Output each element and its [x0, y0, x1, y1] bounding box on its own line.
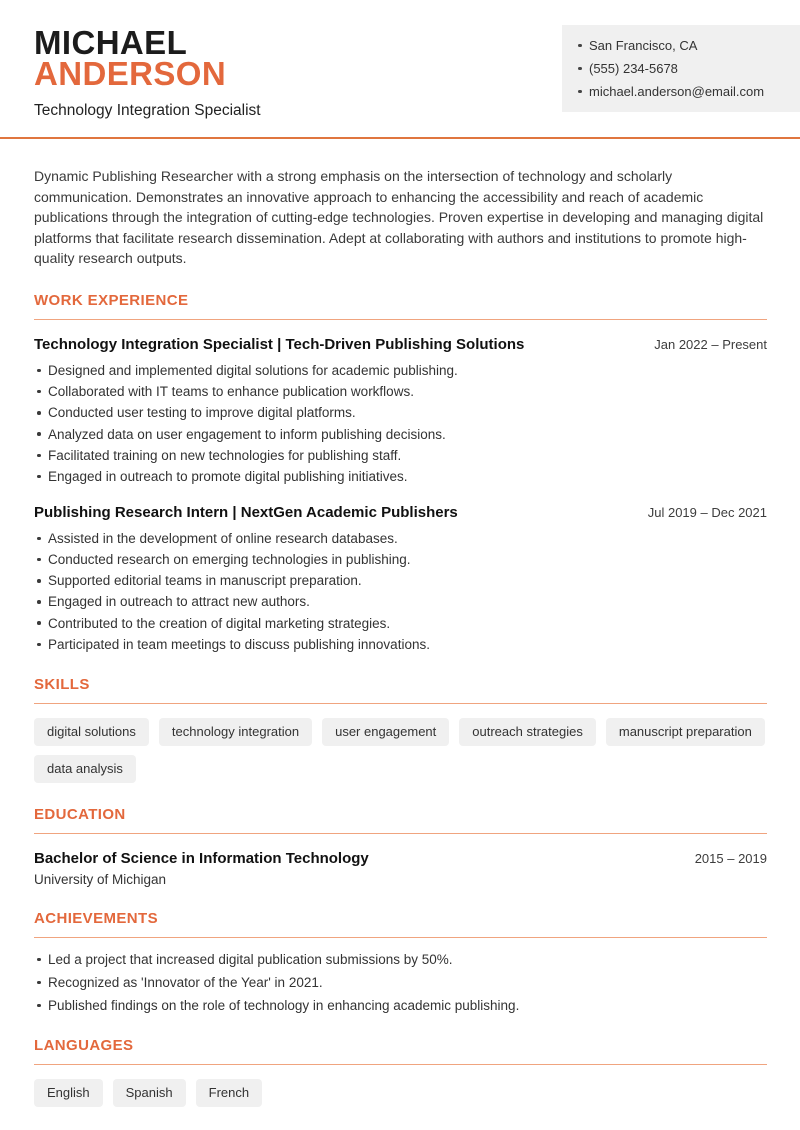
- header-divider: [0, 137, 800, 139]
- section-divider: [34, 703, 767, 704]
- last-name: ANDERSON: [34, 55, 227, 92]
- languages-chip-list: [34, 1079, 767, 1107]
- summary-text: Dynamic Publishing Researcher with a strong emphasis on the intersection of technology and scholarly communication. Demonstrates an innovative approach to enhancing the accessibility and reach of academic publications through the integration of cutting-edge technologies. Proven expertise in developing and managing digital platforms that facilitate research dissemination. Adept at collaborating with authors and institutions to promote high-quality research outputs.: [34, 168, 764, 267]
- skill-chip: data analysis: [34, 755, 136, 783]
- achievement-bullet: Led a project that increased digital publication submissions by 50%.: [34, 951, 767, 968]
- languages-heading: LANGUAGES: [34, 1036, 134, 1054]
- contact-item: San Francisco, CA: [578, 38, 786, 53]
- job-title: Technology Integration Specialist | Tech-Driven Publishing Solutions: [34, 335, 525, 353]
- skill-chip: outreach strategies: [459, 718, 596, 746]
- language-chip: Spanish: [113, 1079, 186, 1107]
- resume-body: [0, 166, 800, 1107]
- job-entry: [34, 504, 767, 653]
- job-bullet: Contributed to the creation of digital marketing strategies.: [34, 615, 767, 632]
- job-bullet: Analyzed data on user engagement to inform publishing decisions.: [34, 426, 767, 443]
- education-entry: [34, 850, 767, 867]
- job-bullet: Engaged in outreach to promote digital publishing initiatives.: [34, 468, 767, 485]
- job-bullet: Supported editorial teams in manuscript preparation.: [34, 572, 767, 589]
- language-chip: French: [196, 1079, 262, 1107]
- resume-header: [0, 0, 800, 137]
- job-bullet-list: [34, 530, 767, 653]
- skill-chip: manuscript preparation: [606, 718, 765, 746]
- job-bullet: Conducted research on emerging technologies in publishing.: [34, 551, 767, 568]
- first-name: MICHAEL: [34, 24, 188, 61]
- skill-chip: digital solutions: [34, 718, 149, 746]
- achievements-section: [34, 910, 767, 1014]
- achievements-bullet-list: [34, 951, 767, 1014]
- job-entry: [34, 336, 767, 485]
- achievement-bullet: Published findings on the role of technology in enhancing academic publishing.: [34, 997, 767, 1014]
- work-experience-heading: WORK EXPERIENCE: [34, 291, 189, 309]
- job-header: [34, 336, 767, 353]
- job-dates: Jul 2019 – Dec 2021: [647, 504, 767, 520]
- degree-name: Bachelor of Science in Information Technology: [34, 849, 369, 867]
- education-section: [34, 806, 767, 887]
- section-divider: [34, 937, 767, 938]
- job-bullet-list: [34, 362, 767, 485]
- work-experience-section: [34, 292, 767, 653]
- education-heading: EDUCATION: [34, 805, 126, 823]
- skills-heading: SKILLS: [34, 675, 90, 693]
- job-dates: Jan 2022 – Present: [654, 336, 767, 352]
- section-divider: [34, 319, 767, 320]
- skills-section: [34, 676, 767, 783]
- contact-item: (555) 234-5678: [578, 61, 786, 76]
- job-bullet: Collaborated with IT teams to enhance publication workflows.: [34, 383, 767, 400]
- job-bullet: Engaged in outreach to attract new authors.: [34, 593, 767, 610]
- job-bullet: Conducted user testing to improve digital platforms.: [34, 404, 767, 421]
- job-title: Publishing Research Intern | NextGen Academic Publishers: [34, 503, 458, 521]
- job-header: [34, 504, 767, 521]
- achievements-heading: ACHIEVEMENTS: [34, 909, 158, 927]
- section-divider: [34, 833, 767, 834]
- language-chip: English: [34, 1079, 103, 1107]
- education-dates: 2015 – 2019: [694, 850, 767, 866]
- job-bullet: Facilitated training on new technologies for publishing staff.: [34, 447, 767, 464]
- contact-card: [562, 25, 800, 112]
- job-bullet: Assisted in the development of online research databases.: [34, 530, 767, 547]
- skill-chip: technology integration: [159, 718, 312, 746]
- job-bullet: Designed and implemented digital solutions for academic publishing.: [34, 362, 767, 379]
- skill-chip: user engagement: [322, 718, 449, 746]
- achievement-bullet: Recognized as 'Innovator of the Year' in 2021.: [34, 974, 767, 991]
- section-divider: [34, 1064, 767, 1065]
- header-job-title: Technology Integration Specialist: [34, 102, 261, 119]
- skills-chip-list: [34, 718, 767, 783]
- languages-section: [34, 1037, 767, 1107]
- contact-item: michael.anderson@email.com: [578, 84, 786, 99]
- school-name: University of Michigan: [34, 871, 167, 887]
- job-bullet: Participated in team meetings to discuss publishing innovations.: [34, 636, 767, 653]
